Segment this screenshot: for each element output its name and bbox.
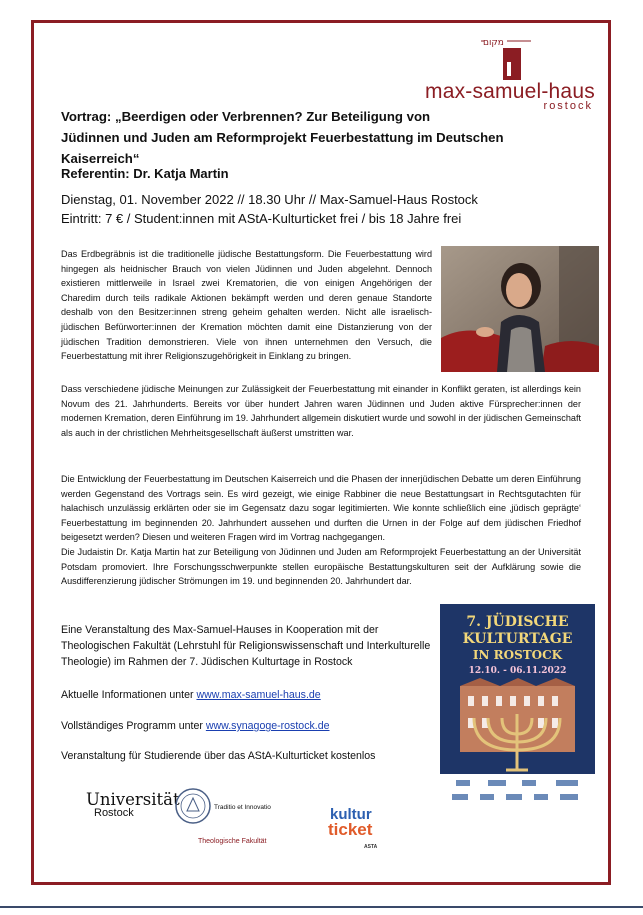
program-label: Vollständiges Programm unter [61, 720, 206, 732]
university-name: Universität [86, 790, 180, 809]
kulturtage-poster [440, 604, 595, 811]
students-note: Veranstaltung für Studierende über das AStA-Kulturticket kostenlos [61, 750, 376, 762]
kulturticket-asta: ASTA [364, 844, 378, 850]
poster-line3: IN ROSTOCK [472, 648, 563, 662]
bottom-divider [0, 906, 643, 908]
event-title [61, 106, 561, 169]
paragraph-3 [61, 472, 581, 589]
kulturticket-logo [324, 806, 382, 856]
paragraph-4-text: Die Judaistin Dr. Katja Martin hat zur Beteiligung von Jüdinnen und Juden am Reformprojekt Feuerbestattung an der Universität Potsdam promoviert. Ihre Forschungsschwerpunkte stellen europäische Bestattungskulturen seit der Aufklärung sowie die Ausdifferenzierung jüdischer Strömungen im 19. und beginnenden 20. Jahrhundert dar. [61, 546, 581, 587]
event-title-line2: Jüdinnen und Juden am Reformprojekt Feuerbestattung im Deutschen Kaiserreich“ [61, 130, 504, 166]
poster-line1: 7. JÜDISCHE [466, 614, 569, 630]
faculty-name: Theologische Fakultät [198, 838, 267, 845]
kulturticket-line1: kultur [330, 806, 372, 823]
max-samuel-haus-logo [425, 36, 595, 114]
event-datetime: Dienstag, 01. November 2022 // 18.30 Uhr // Max-Samuel-Haus Rostock [61, 192, 478, 207]
poster-dates: 12.10. - 06.11.2022 [468, 666, 567, 676]
poster-line2: KULTURTAGE [462, 631, 573, 647]
logo-city: rostock [543, 100, 593, 112]
event-title-line1: Vortrag: „Beerdigen oder Verbrennen? Zur Beteiligung von [61, 109, 431, 124]
logo-hebrew: מקום [483, 38, 504, 48]
event-details [61, 190, 478, 228]
paragraph-3-text: Die Entwicklung der Feuerbestattung im Deutschen Kaiserreich und die Phasen der innerjüdischen Debatte um deren Einführung werden Gegenstand des Vortrags sein. Es wird gezeigt, wie einige Rabbiner die neue Bestattungsart in Rechtsgutachten für halachisch unzulässig erklärten oder sie im Gegensatz dazu sogar legitimierten. Wie konnte schließlich eine ‚jüdisch geprägte‘ Feuerbestattung im beginnenden 20. Jahrhundert aussehen und durften die Urnen in der Folge auf dem jüdischen Friedhof beigesetzt werden? Diesen und weiteren Fragen wird im Vortrag nachgegangen. [61, 474, 581, 543]
university-seal-icon [174, 787, 212, 825]
university-motto: Traditio et Innovatio [214, 804, 271, 811]
house-logo-icon [481, 36, 531, 80]
program-line [61, 720, 330, 732]
info-line [61, 689, 321, 701]
speaker: Referentin: Dr. Katja Martin [61, 166, 229, 181]
max-samuel-haus-link[interactable]: www.max-samuel-haus.de [196, 689, 321, 701]
university-city: Rostock [94, 807, 134, 819]
logo-name: max-samuel-haus [425, 80, 595, 103]
event-admission: Eintritt: 7 € / Student:innen mit AStA-Kulturticket frei / bis 18 Jahre frei [61, 211, 462, 226]
info-label: Aktuelle Informationen unter [61, 689, 197, 701]
kulturticket-line2: ticket [328, 820, 373, 839]
cooperation-note: Eine Veranstaltung des Max-Samuel-Hauses in Kooperation mit der Theologischen Fakultät (Lehrstuhl für Religionswissenschaft und Interkulturelle Theologie) im Rahmen der 7. Jüdischen Kulturtage in Rostock [61, 624, 431, 668]
paragraph-2: Dass verschiedene jüdische Meinungen zur Zulässigkeit der Feuerbestattung mit einander in Konflikt geraten, ist allerdings kein Novum des 21. Jahrhunderts. Bereits vor über hundert Jahren waren Jüdinnen und Juden aktive Fürsprecher:innen der modernen Kremation, deren Einführung im 19. Jahrhundert allgemein diskutiert wurde und sowohl in der jüdischen Gemeinschaft als auch in der christlichen Mehrheitsgesellschaft äußerst umstritten war. [61, 384, 581, 438]
poster-illustration [440, 678, 595, 811]
speaker-photo [441, 246, 599, 372]
synagoge-rostock-link[interactable]: www.synagoge-rostock.de [205, 720, 330, 732]
paragraph-1: Das Erdbegräbnis ist die traditionelle jüdische Bestattungsform. Die Feuerbestattung wird hingegen als heidnischer Brauch von vielen Jüdinnen und Juden abgelehnt. Dennoch existieren mittlerweile in Israel zwei Krematorien, die von einigen Angehörigen der Charedim durch teils radikale Aktionen bekämpft werden und deren genaue Standorte deshalb von den Besitzer:innen streng geheim gehalten werden. Nicht alle israelisch-jüdischen Befürworter:innen der Kremation möchten damit eine Distanzierung von der jüdischen Tradition demonstrieren. Viele von ihnen unternehmen den Versuch, die Feuerbestattung mit ihrer Religionszugehörigkeit in Einklang zu bringen. [61, 249, 432, 362]
